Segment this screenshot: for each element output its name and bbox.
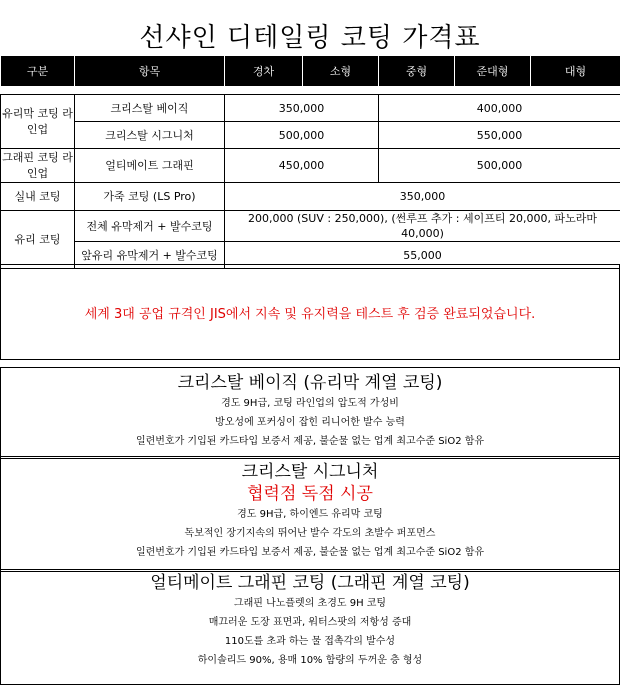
table-row — [1, 122, 620, 149]
price-cell: 500,000 — [379, 149, 620, 183]
table-row — [1, 149, 620, 183]
price-cell: 500,000 — [225, 122, 379, 149]
product-feature: 독보적인 장기지속의 뛰어난 발수 각도의 초발수 퍼포먼스 — [184, 528, 436, 539]
product-feature: 일련번호가 기입된 카드타입 보증서 제공, 불순물 없는 업계 최고수준 SiO2 함유 — [135, 436, 485, 447]
product-feature: 경도 9H급, 코팅 라인업의 압도적 가성비 — [221, 398, 399, 409]
category-cell: 유리막 코팅 라인업 — [1, 95, 75, 149]
table-row — [1, 183, 620, 211]
item-cell: 크리스탈 베이직 — [75, 95, 225, 122]
product-section-basic — [0, 367, 620, 459]
table-row — [1, 95, 620, 122]
product-feature: 경도 9H급, 하이엔드 유리막 코팅 — [237, 509, 383, 520]
price-table — [0, 56, 620, 269]
product-heading: 얼티메이트 그래핀 코팅 (그래핀 계열 코팅) — [150, 573, 470, 593]
product-section-graphene — [0, 569, 620, 685]
product-feature: 하이솔리드 90%, 용매 10% 함량의 두꺼운 층 형성 — [197, 655, 423, 666]
item-cell: 앞유리 유막제거 + 발수코팅 — [75, 242, 225, 269]
product-feature: 매끄러운 도장 표면과, 워터스팟의 저항성 증대 — [208, 617, 412, 628]
header-category: 구분 — [1, 56, 75, 86]
price-cell: 350,000 — [225, 95, 379, 122]
table-row — [1, 211, 620, 242]
price-cell: 200,000 (SUV : 250,000), (썬루프 추가 : 세이프티 20,000, 파노라마 40,000) — [225, 211, 620, 242]
product-feature: 110도를 초과 하는 물 접촉각의 발수성 — [224, 636, 396, 647]
price-cell: 55,000 — [225, 242, 620, 269]
header-semi-large: 준대형 — [455, 56, 531, 86]
product-feature: 방오성에 포커싱이 잡힌 리니어한 발수 능력 — [215, 417, 405, 428]
item-cell: 가죽 코팅 (LS Pro) — [75, 183, 225, 211]
page-title: 선샤인 디테일링 코팅 가격표 — [139, 23, 481, 54]
header-small: 소형 — [303, 56, 379, 86]
price-cell: 550,000 — [379, 122, 620, 149]
category-cell: 실내 코팅 — [1, 183, 75, 211]
table-header-row — [1, 56, 620, 86]
category-cell: 그래핀 코팅 라인업 — [1, 149, 75, 183]
item-cell: 전체 유막제거 + 발수코팅 — [75, 211, 225, 242]
product-heading: 크리스탈 베이직 (유리막 계열 코팅) — [177, 373, 443, 393]
price-cell: 400,000 — [379, 95, 620, 122]
header-midsize: 중형 — [379, 56, 455, 86]
header-large: 대형 — [531, 56, 620, 86]
item-cell: 얼티메이트 그래핀 — [75, 149, 225, 183]
product-feature: 그래핀 나노플렛의 초경도 9H 코팅 — [233, 598, 387, 609]
notice-text: 세계 3대 공업 규격인 JIS에서 지속 및 유지력을 테스트 후 검증 완료되었습니다. — [84, 306, 536, 322]
category-cell: 유리 코팅 — [1, 211, 75, 269]
price-cell: 350,000 — [225, 183, 620, 211]
product-feature: 일련번호가 기입된 카드타입 보증서 제공, 불순물 없는 업계 최고수준 SiO2 함유 — [135, 547, 485, 558]
product-subheading: 협력점 독점 시공 — [247, 484, 373, 504]
product-heading: 크리스탈 시그니처 — [241, 462, 379, 482]
header-item: 항목 — [75, 56, 225, 86]
item-cell: 크리스탈 시그니처 — [75, 122, 225, 149]
certification-notice — [0, 264, 620, 360]
product-section-signature — [0, 456, 620, 572]
price-cell: 450,000 — [225, 149, 379, 183]
header-compact: 경차 — [225, 56, 303, 86]
